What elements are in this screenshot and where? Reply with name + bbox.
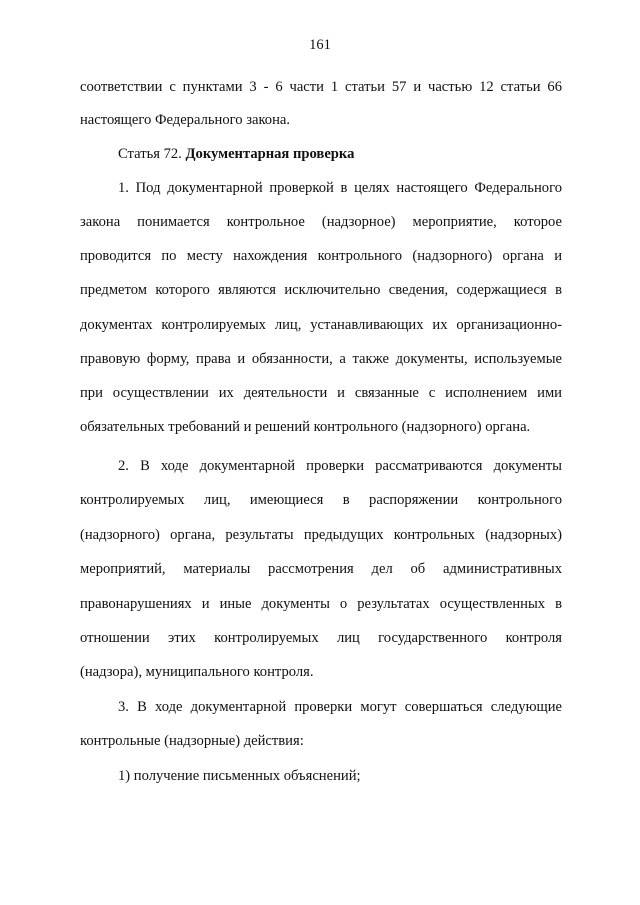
paragraph-1-line-4: предметом которого являются исключительно сведения, содержащиеся в — [80, 282, 562, 298]
intro-line-1: соответствии с пунктами 3 - 6 части 1 статьи 57 и частью 12 статьи 66 — [80, 79, 562, 95]
paragraph-1-line-6: правовую форму, права и обязанности, а также документы, используемые — [80, 351, 562, 367]
paragraph-2-line-1: 2. В ходе документарной проверки рассматриваются документы — [118, 458, 562, 474]
paragraph-2-line-2: контролируемых лиц, имеющиеся в распоряжении контрольного — [80, 492, 562, 508]
paragraph-1-line-5: документах контролируемых лиц, устанавливающих их организационно- — [80, 317, 562, 333]
paragraph-1-line-7: при осуществлении их деятельности и связанные с исполнением ими — [80, 385, 562, 401]
article-title: Документарная проверка — [185, 146, 355, 162]
paragraph-1-line-2: закона понимается контрольное (надзорное) мероприятие, которое — [80, 214, 562, 230]
article-number: Статья 72. — [118, 146, 182, 162]
paragraph-2-line-4: мероприятий, материалы рассмотрения дел об административных — [80, 561, 562, 577]
paragraph-1-line-1: 1. Под документарной проверкой в целях настоящего Федерального — [118, 180, 562, 196]
paragraph-2-line-7: (надзора), муниципального контроля. — [80, 664, 314, 680]
paragraph-2-line-6: отношении этих контролируемых лиц государственного контроля — [80, 630, 562, 646]
article-heading — [118, 145, 562, 163]
paragraph-1-line-3: проводится по месту нахождения контрольного (надзорного) органа и — [80, 248, 562, 264]
page-number: 161 — [309, 37, 331, 53]
paragraph-2-line-3: (надзорного) органа, результаты предыдущих контрольных (надзорных) — [80, 527, 562, 543]
list-item-1: 1) получение письменных объяснений; — [118, 768, 361, 784]
paragraph-2-line-5: правонарушениях и иные документы о результатах осуществленных в — [80, 596, 562, 612]
paragraph-1-line-8: обязательных требований и решений контрольного (надзорного) органа. — [80, 419, 531, 435]
paragraph-3-line-1: 3. В ходе документарной проверки могут совершаться следующие — [118, 699, 562, 715]
paragraph-3-line-2: контрольные (надзорные) действия: — [80, 733, 304, 749]
intro-line-2: настоящего Федерального закона. — [80, 112, 291, 128]
